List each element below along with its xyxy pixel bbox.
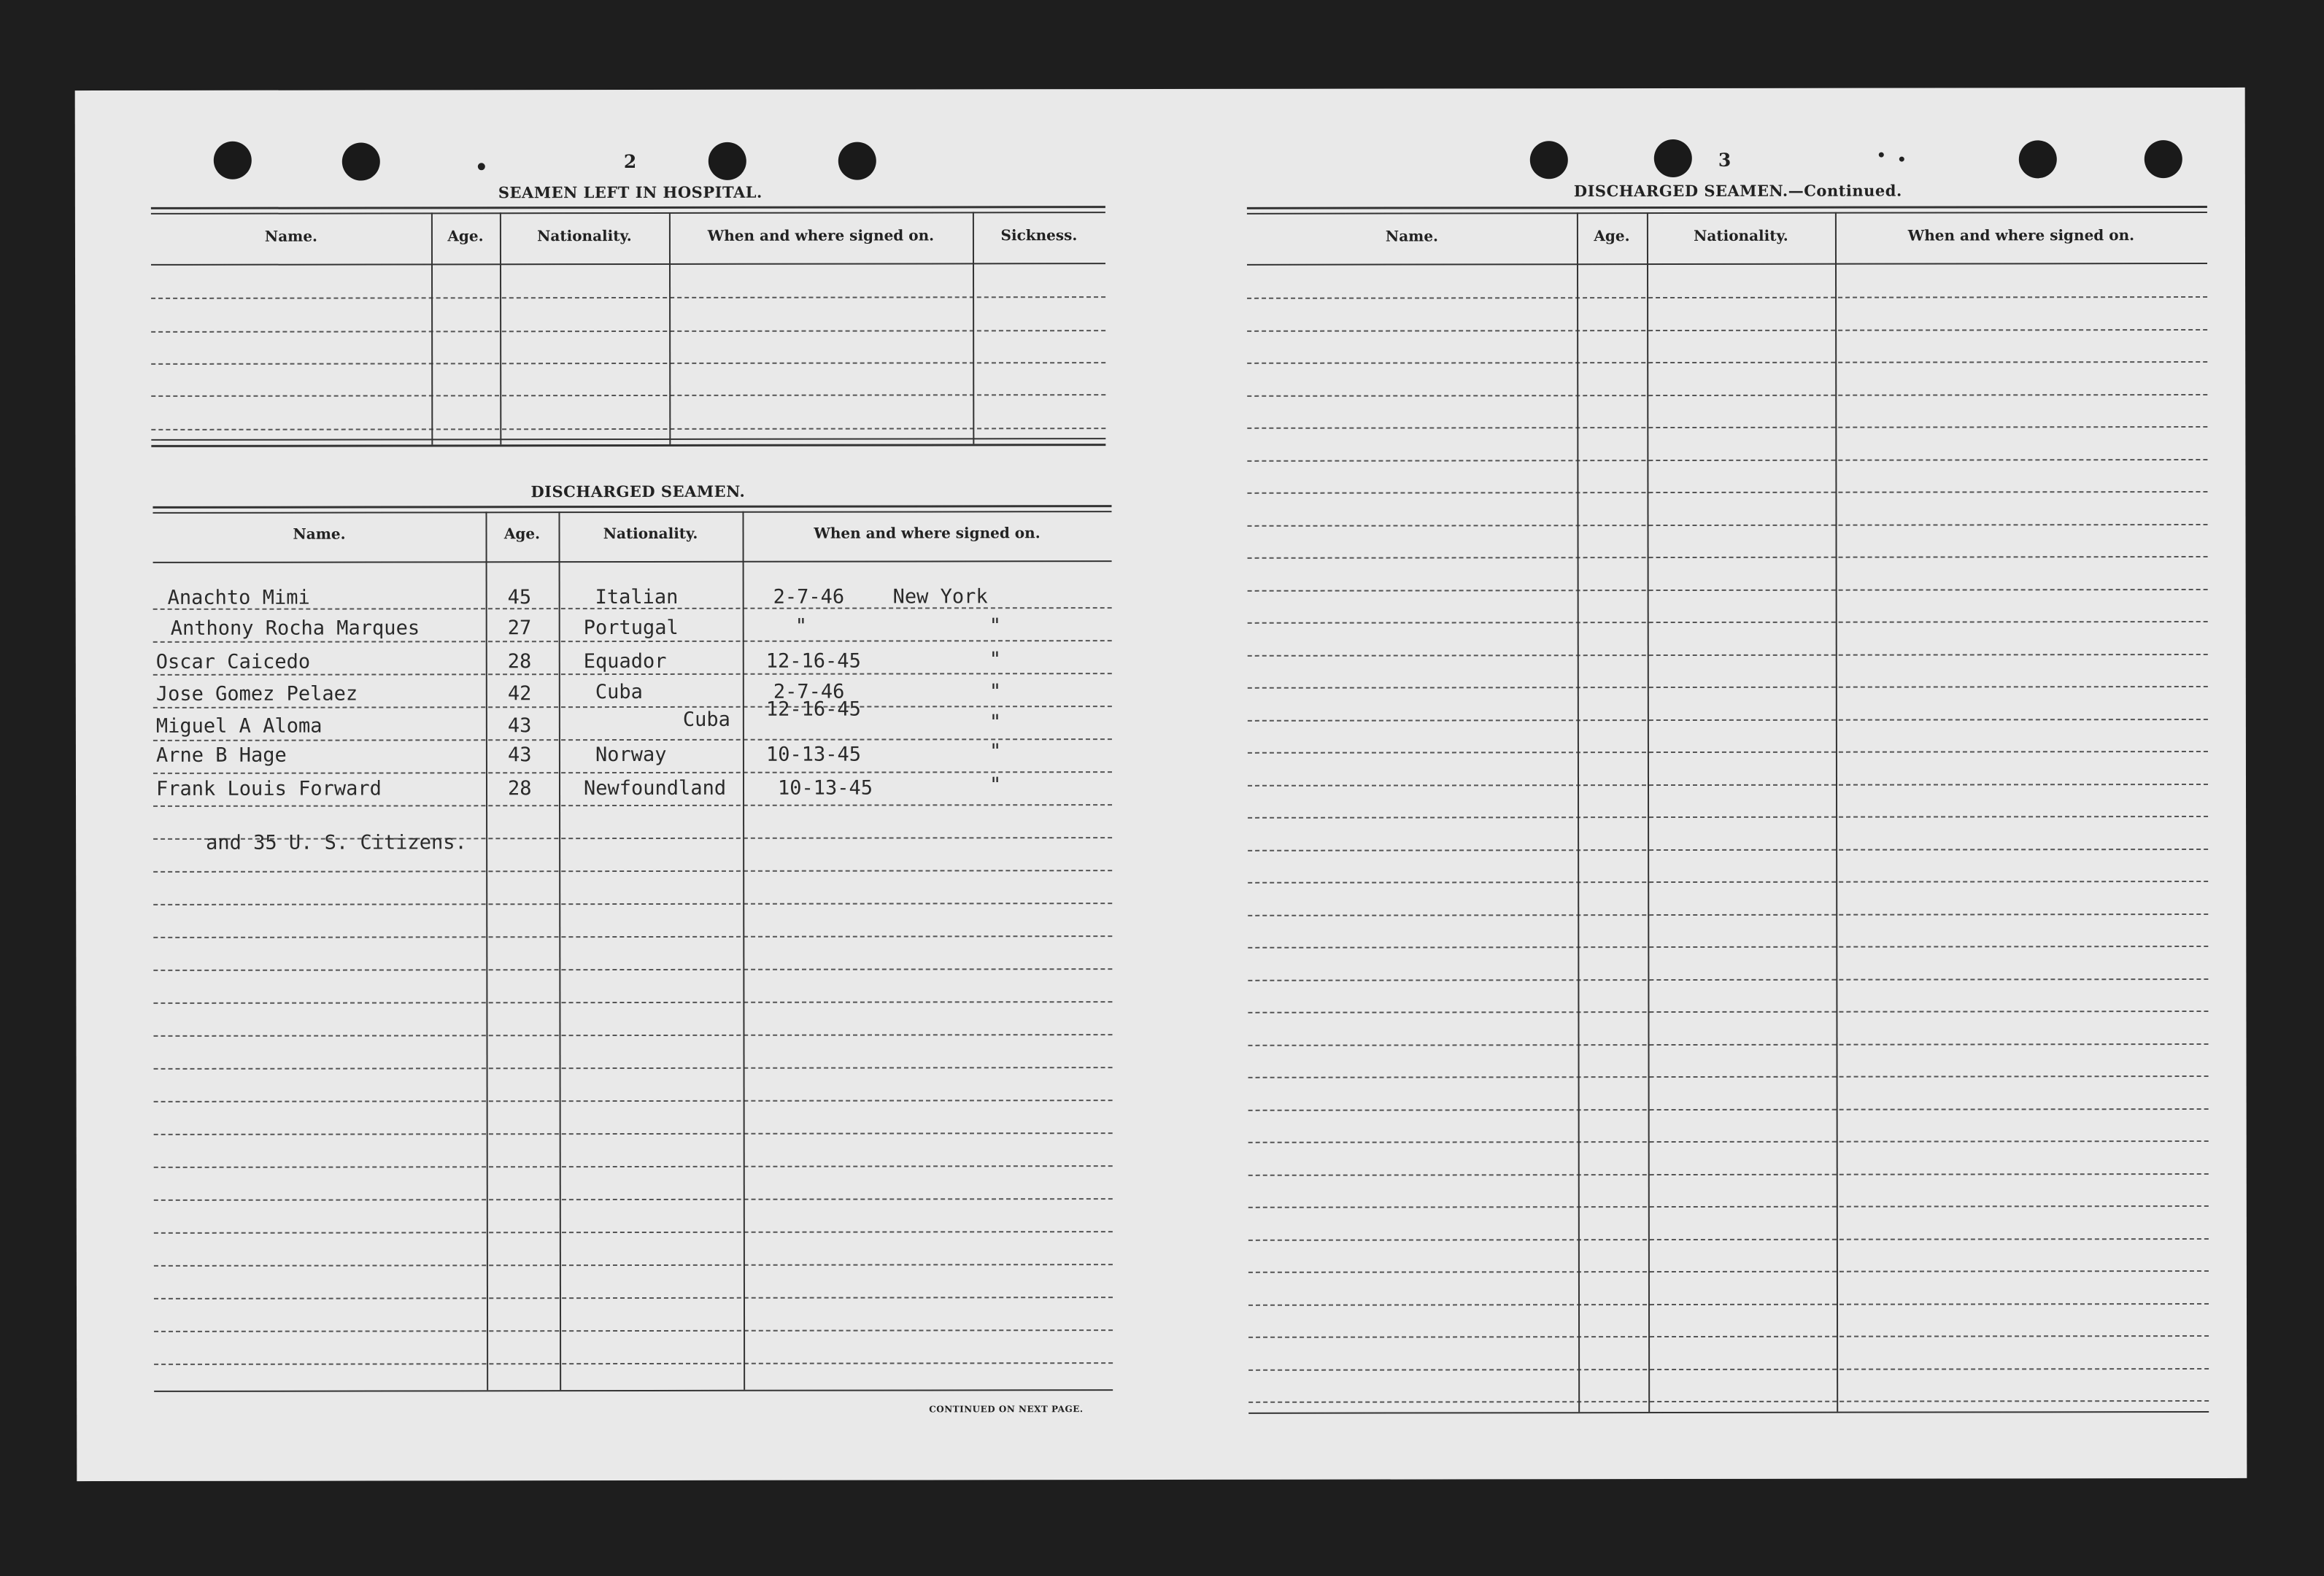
dotted-line — [154, 1231, 1113, 1234]
column-header-signed-on: When and where signed on. — [707, 226, 935, 244]
signed-on-date: 10-13-45 — [777, 776, 873, 800]
dotted-line — [1248, 556, 2208, 559]
column-header-age: Age. — [1594, 227, 1630, 245]
dotted-line — [1247, 491, 2207, 494]
table-rule — [151, 263, 1105, 266]
dotted-line — [1248, 913, 2208, 916]
seaman-nationality: Cuba — [595, 680, 643, 704]
punch-hole — [838, 142, 876, 180]
discharged-section-title: DISCHARGED SEAMEN. — [530, 482, 746, 501]
seaman-nationality: Newfoundland — [583, 776, 727, 800]
table-rule — [151, 438, 1105, 441]
seaman-name: Anachto Mimi — [167, 586, 310, 609]
dotted-line — [154, 1067, 1113, 1070]
dotted-line — [1248, 1173, 2209, 1175]
column-divider — [500, 212, 501, 444]
seaman-age: 27 — [507, 617, 532, 640]
dotted-line — [1248, 881, 2208, 884]
seaman-name: Frank Louis Forward — [155, 777, 382, 800]
seaman-age: 42 — [507, 682, 532, 706]
dotted-line — [151, 362, 1105, 365]
dotted-line — [1247, 361, 2207, 364]
column-header-nationality: Nationality. — [537, 227, 632, 245]
column-divider — [558, 511, 561, 1390]
seaman-nationality: Italian — [595, 585, 679, 609]
dotted-line — [1247, 426, 2207, 429]
table-rule — [1247, 212, 2207, 215]
seaman-name: Arne B Hage — [155, 743, 287, 767]
column-header-age: Age. — [503, 525, 541, 543]
continued-footer: CONTINUED ON NEXT PAGE. — [929, 1404, 1084, 1415]
column-divider — [669, 212, 671, 444]
dotted-line — [1247, 328, 2207, 331]
dotted-line — [1248, 686, 2208, 689]
dotted-line — [153, 673, 1112, 676]
dotted-line — [1248, 1043, 2208, 1046]
table-rule — [151, 444, 1105, 447]
column-header-name: Name. — [264, 227, 318, 245]
dotted-line — [153, 1001, 1112, 1004]
punch-hole — [1530, 141, 1568, 179]
seaman-nationality: Norway — [595, 743, 667, 767]
discharged-continued-table — [1247, 206, 2209, 1418]
dotted-line — [151, 394, 1105, 397]
dotted-line — [1248, 621, 2208, 624]
seaman-name: Anthony Rocha Marques — [170, 617, 420, 640]
seaman-name: Oscar Caicedo — [155, 650, 311, 673]
signed-on-place: " — [989, 648, 1002, 671]
dotted-line — [1248, 783, 2208, 786]
column-header-name: Name. — [1385, 227, 1439, 245]
dotted-line — [153, 771, 1112, 774]
column-divider — [1835, 212, 1838, 1412]
column-header-signed-on: When and where signed on. — [814, 524, 1041, 542]
dotted-line — [153, 870, 1112, 873]
dotted-line — [154, 1297, 1113, 1299]
ink-speck — [1899, 157, 1904, 162]
dotted-line — [153, 706, 1112, 708]
seaman-nationality: Equador — [583, 649, 667, 673]
seaman-nationality: Portugal — [583, 616, 679, 640]
dotted-line — [1248, 1400, 2209, 1403]
punch-hole — [214, 142, 252, 179]
table-rule — [1247, 263, 2207, 266]
dotted-line — [153, 640, 1112, 643]
dotted-line — [154, 1198, 1113, 1201]
dotted-line — [154, 1100, 1113, 1102]
ledger-sheet — [75, 88, 2247, 1481]
column-header-age: Age. — [447, 227, 484, 245]
column-divider — [485, 511, 488, 1390]
dotted-line — [1248, 1237, 2209, 1240]
seaman-age: 43 — [507, 743, 532, 767]
signed-on-date: " — [795, 614, 807, 638]
dotted-line — [1248, 1108, 2209, 1110]
punch-hole — [2145, 140, 2182, 178]
dotted-line — [153, 968, 1112, 971]
column-header-signed-on: When and where signed on. — [1907, 226, 2135, 244]
dotted-line — [1248, 523, 2208, 526]
citizens-note: and 35 U. S. Citizens. — [206, 831, 467, 854]
dotted-line — [1248, 1011, 2208, 1013]
dotted-line — [1248, 978, 2208, 981]
column-header-sickness: Sickness. — [1000, 226, 1078, 244]
dotted-line — [154, 1329, 1113, 1332]
table-rule — [154, 1389, 1113, 1392]
seaman-age: 28 — [507, 777, 532, 800]
dotted-line — [151, 296, 1105, 299]
signed-on-date: 10-13-45 — [765, 743, 862, 766]
table-rule — [153, 511, 1111, 514]
hospital-table — [151, 206, 1106, 470]
signed-on-place: " — [989, 711, 1002, 734]
table-rule — [151, 206, 1105, 209]
table-rule — [1248, 1411, 2209, 1414]
seaman-age: 28 — [507, 650, 532, 673]
signed-on-date: 12-16-45 — [765, 698, 861, 721]
signed-on-date: 2-7-46 — [773, 680, 845, 703]
punch-hole — [2019, 140, 2057, 178]
dotted-line — [1247, 296, 2207, 299]
signed-on-date: 12-16-45 — [765, 649, 861, 673]
dotted-line — [1248, 816, 2208, 819]
dotted-line — [1248, 1075, 2209, 1078]
dotted-line — [1248, 1140, 2209, 1143]
column-header-nationality: Nationality. — [1694, 226, 1788, 244]
dotted-line — [1248, 848, 2208, 851]
table-rule — [153, 505, 1111, 509]
dotted-line — [154, 1132, 1113, 1135]
seaman-age: 43 — [507, 714, 532, 738]
page-number-left: 2 — [623, 151, 637, 173]
column-header-name: Name. — [293, 525, 346, 543]
dotted-line — [1248, 751, 2208, 754]
dotted-line — [1248, 1335, 2209, 1338]
dotted-line — [1248, 946, 2208, 949]
dotted-line — [1247, 458, 2207, 461]
ink-speck — [1879, 152, 1884, 158]
column-divider — [1647, 212, 1650, 1412]
dotted-line — [1248, 653, 2208, 656]
seaman-name: Jose Gomez Pelaez — [155, 682, 358, 706]
dotted-line — [1248, 1270, 2209, 1273]
punch-hole — [342, 142, 380, 180]
dotted-line — [153, 1034, 1112, 1037]
dotted-line — [154, 1362, 1113, 1365]
dotted-line — [1248, 1205, 2209, 1208]
dotted-line — [1248, 1302, 2209, 1305]
page-number-right: 3 — [1718, 149, 1732, 171]
dotted-line — [153, 804, 1112, 807]
dotted-line — [1248, 1367, 2209, 1370]
dotted-line — [153, 738, 1112, 741]
dotted-line — [151, 330, 1105, 333]
ink-speck — [478, 163, 485, 170]
dotted-line — [153, 903, 1112, 905]
signed-on-date: 2-7-46 — [773, 585, 845, 609]
punch-hole — [709, 142, 746, 180]
seaman-name: Miguel A Aloma — [155, 714, 323, 738]
dotted-line — [1248, 588, 2208, 591]
dotted-line — [1247, 393, 2207, 396]
seaman-nationality: Cuba — [682, 708, 730, 731]
signed-on-place: " — [989, 680, 1002, 703]
punch-hole — [1654, 139, 1692, 177]
table-rule — [153, 560, 1112, 563]
dotted-line — [153, 935, 1112, 938]
column-divider — [1577, 212, 1580, 1412]
hospital-section-title: SEAMEN LEFT IN HOSPITAL. — [498, 182, 763, 202]
dotted-line — [154, 1264, 1113, 1267]
signed-on-place: New York — [892, 585, 988, 609]
signed-on-place: " — [989, 773, 1002, 797]
discharged-continued-title: DISCHARGED SEAMEN.—Continued. — [1573, 181, 1902, 201]
column-divider — [973, 212, 974, 444]
signed-on-place: " — [989, 614, 1001, 638]
table-rule — [1247, 206, 2207, 209]
seaman-age: 45 — [507, 586, 532, 609]
table-rule — [151, 212, 1105, 215]
signed-on-place: " — [989, 740, 1002, 763]
column-divider — [431, 212, 433, 444]
dotted-line — [1248, 718, 2208, 721]
discharged-table — [153, 505, 1113, 1401]
column-divider — [742, 511, 745, 1390]
column-header-nationality: Nationality. — [603, 524, 698, 543]
dotted-line — [151, 428, 1105, 430]
dotted-line — [154, 1165, 1113, 1168]
